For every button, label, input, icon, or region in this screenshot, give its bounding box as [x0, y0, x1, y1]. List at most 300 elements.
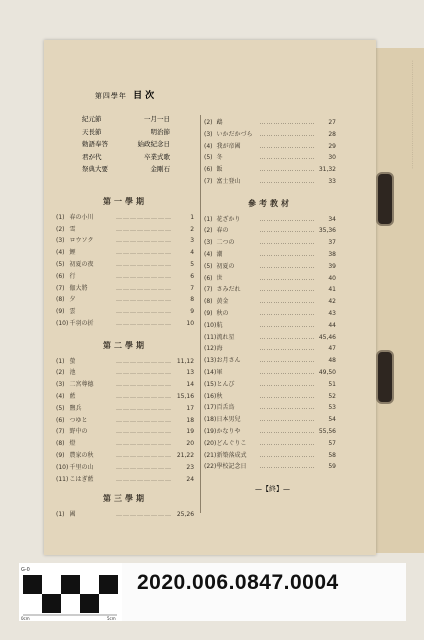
item-number: (6) — [204, 274, 213, 282]
item-number: (7) — [204, 286, 213, 294]
list-item — [56, 438, 194, 450]
item-title: 花ざかり — [216, 215, 241, 223]
item-page: 52 — [328, 392, 336, 400]
item-number: (1) — [204, 215, 213, 223]
list-item — [56, 259, 194, 271]
leader-dots: …………………… — [259, 298, 316, 306]
leader-dots: …………………… — [116, 249, 173, 257]
leader-dots: …………………… — [259, 439, 316, 447]
item-title: 二つの — [216, 239, 235, 247]
item-number: (2) — [204, 119, 213, 126]
item-page: 45,46 — [318, 333, 336, 341]
item-page: 35,36 — [318, 227, 336, 235]
list-item — [204, 426, 336, 438]
leader-dots: …………………… — [116, 284, 173, 292]
item-title: 春の — [216, 227, 229, 235]
item-number: (18) — [204, 416, 217, 424]
leader-dots: …………………… — [116, 369, 173, 377]
leader-dots: …………………… — [116, 463, 173, 471]
item-number: (1) — [56, 213, 65, 221]
list-item — [56, 403, 194, 415]
reference-title: 參考教材 — [248, 198, 292, 208]
term1-title: 第一學期 — [103, 197, 147, 206]
leader-dots: …………………… — [116, 308, 173, 316]
toc-grade-label: 第四學年 — [94, 92, 127, 100]
list-item — [204, 249, 336, 261]
item-title: とんび — [216, 380, 235, 388]
item-title: さみだれ — [216, 286, 241, 294]
item-title: いかだかづら — [216, 130, 253, 138]
item-number: (10) — [56, 463, 69, 471]
list-item — [56, 224, 194, 236]
item-number: (5) — [56, 404, 65, 412]
ceremony-box — [62, 88, 190, 180]
item-number: (19) — [204, 427, 217, 435]
item-page: 18 — [186, 416, 195, 424]
catalog-strip — [19, 563, 406, 621]
item-title: 伽大將 — [69, 284, 88, 292]
list-item — [56, 379, 194, 391]
list-item — [56, 462, 194, 474]
item-title: 秋 — [216, 392, 223, 400]
item-page: 44 — [328, 321, 336, 329]
leader-dots: …………………… — [116, 416, 173, 424]
list-item — [204, 332, 336, 344]
ruler-label-left: 0cm — [21, 616, 30, 621]
item-page: 42 — [328, 298, 336, 306]
list-item — [56, 306, 194, 318]
item-number: (6) — [56, 416, 65, 424]
item-page: 9 — [190, 308, 195, 316]
item-page: 21,22 — [176, 451, 195, 459]
leader-dots: …………………… — [116, 511, 173, 519]
list-item — [204, 450, 336, 462]
item-title: つゆと — [69, 416, 88, 424]
item-page: 2 — [190, 225, 195, 233]
item-title: 世 — [216, 274, 223, 282]
item-title: 富士登山 — [216, 177, 241, 185]
item-title: 鵡 — [216, 119, 223, 126]
ceremony-left: 勅語奉答 — [82, 140, 108, 148]
list-item — [204, 320, 336, 332]
list-item — [204, 296, 336, 308]
item-page: 15,16 — [176, 392, 195, 400]
term3-list — [56, 509, 194, 521]
item-number: (5) — [56, 260, 65, 268]
toc-title — [62, 88, 190, 101]
item-number: (9) — [56, 308, 65, 316]
item-number: (9) — [56, 451, 65, 459]
item-number: (3) — [56, 237, 65, 245]
item-title: 千里の山 — [69, 463, 94, 471]
item-number: (6) — [204, 166, 213, 174]
item-number: (1) — [56, 511, 65, 519]
item-page: 29 — [328, 142, 336, 150]
ceremony-list — [62, 113, 190, 176]
leader-dots: …………………… — [116, 225, 173, 233]
item-title: 學校記念日 — [216, 463, 247, 471]
item-title: かなりや — [216, 427, 241, 435]
item-page: 4 — [190, 249, 195, 257]
item-number: (8) — [56, 440, 65, 448]
list-item — [56, 426, 194, 438]
item-title: お月さん — [216, 357, 241, 365]
list-item — [56, 509, 194, 521]
scale-square — [23, 575, 42, 594]
item-number: (10) — [204, 321, 217, 329]
item-page: 59 — [328, 463, 336, 471]
leader-dots: …………………… — [116, 428, 173, 436]
leader-dots: …………………… — [259, 463, 316, 471]
item-page: 1 — [190, 213, 195, 221]
list-item — [56, 450, 194, 462]
item-page: 34 — [328, 215, 336, 223]
list-item — [56, 235, 194, 247]
item-number: (5) — [204, 262, 213, 270]
item-page: 38 — [328, 250, 336, 258]
leader-dots: …………………… — [116, 319, 173, 327]
item-number: (7) — [56, 284, 65, 292]
binding-hole-bottom — [376, 350, 394, 404]
item-number: (4) — [56, 249, 65, 257]
list-item — [56, 212, 194, 224]
item-page: 14 — [186, 381, 195, 389]
ceremony-right: 始政紀念日 — [137, 140, 170, 148]
ceremony-row — [62, 163, 190, 176]
item-title: 初夏の — [216, 262, 235, 270]
item-page: 27 — [328, 119, 336, 126]
leader-dots: …………………… — [259, 451, 316, 459]
item-page: 53 — [328, 404, 336, 412]
item-title: 我が帝國 — [216, 142, 241, 150]
item-page: 13 — [186, 369, 195, 377]
ceremony-row — [62, 151, 190, 164]
leader-dots: …………………… — [259, 166, 316, 174]
leader-dots: …………………… — [116, 272, 173, 280]
term2-title: 第二學期 — [103, 340, 147, 350]
item-number: (15) — [204, 380, 217, 388]
list-item — [56, 247, 194, 259]
item-number: (4) — [204, 142, 213, 150]
leader-dots: …………………… — [116, 451, 173, 459]
item-page: 10 — [186, 319, 195, 327]
list-item — [56, 271, 194, 283]
item-page: 30 — [328, 154, 336, 162]
item-number: (8) — [56, 296, 65, 304]
list-item — [204, 152, 336, 164]
item-number: (14) — [204, 368, 217, 376]
leader-dots: …………………… — [259, 357, 316, 365]
leader-dots: …………………… — [259, 274, 316, 282]
item-page: 55,56 — [318, 427, 336, 435]
item-number: (5) — [204, 154, 213, 162]
item-number: (1) — [56, 357, 65, 365]
item-page: 23 — [186, 463, 195, 471]
item-page: 40 — [328, 274, 336, 282]
item-title: 秋の — [216, 309, 229, 317]
scale-square — [99, 594, 118, 613]
list-item — [204, 176, 336, 188]
item-title: こはぎ藍 — [69, 475, 94, 483]
list-item — [204, 214, 336, 226]
list-item — [56, 474, 194, 486]
item-page: 20 — [186, 440, 195, 448]
item-page: 58 — [328, 451, 336, 459]
item-number: (22) — [204, 463, 217, 471]
item-page: 54 — [328, 416, 336, 424]
item-number: (4) — [204, 250, 213, 258]
toc-title-text: 目次 — [133, 91, 158, 101]
leader-dots: …………………… — [116, 404, 173, 412]
item-title: 行 — [69, 272, 76, 280]
leader-dots: …………………… — [116, 475, 173, 483]
item-page: 37 — [328, 239, 336, 247]
ceremony-left: 天長節 — [82, 127, 102, 136]
color-scale-ruler — [19, 563, 122, 621]
leader-dots: …………………… — [116, 357, 173, 365]
list-item — [56, 356, 194, 368]
leader-dots: …………………… — [259, 262, 316, 270]
item-number: (16) — [204, 392, 217, 400]
item-title: 雲 — [69, 308, 76, 316]
item-number: (12) — [204, 345, 217, 353]
item-page: 47 — [328, 345, 336, 353]
item-number: (2) — [56, 225, 65, 233]
bleed-through-handwriting: ................................................. — [410, 60, 418, 170]
list-item — [56, 318, 194, 330]
leader-dots: …………………… — [259, 286, 316, 294]
ceremony-row — [62, 138, 190, 151]
ceremony-left: 紀元節 — [82, 115, 102, 123]
item-number: (2) — [56, 369, 65, 377]
item-page: 19 — [186, 428, 195, 436]
item-page: 48 — [328, 357, 336, 365]
leader-dots: …………………… — [259, 321, 316, 329]
item-page: 41 — [328, 286, 336, 294]
item-number: (3) — [204, 239, 213, 247]
item-number: (9) — [204, 309, 213, 317]
item-page: 3 — [190, 237, 195, 245]
item-number: (17) — [204, 404, 217, 412]
ruler-label-right: 5cm — [107, 616, 116, 621]
list-item — [204, 129, 336, 141]
leader-dots: …………………… — [259, 130, 316, 138]
leader-dots: …………………… — [259, 345, 316, 353]
list-item — [204, 391, 336, 403]
leader-dots: …………………… — [259, 416, 316, 424]
item-title: 海 — [216, 345, 223, 353]
binding-hole-top — [376, 172, 394, 226]
item-page: 49,50 — [318, 368, 336, 376]
item-number: (4) — [56, 392, 65, 400]
item-number: (3) — [204, 130, 213, 138]
item-title: 野中の — [69, 428, 88, 436]
ceremony-left: 祭典大要 — [82, 165, 108, 173]
term1-list — [56, 212, 194, 330]
ceremony-right: 金剛石 — [150, 165, 170, 173]
leader-dots: …………………… — [116, 440, 173, 448]
item-page: 8 — [190, 296, 195, 304]
item-page: 11,12 — [176, 357, 195, 365]
scale-square — [99, 575, 118, 594]
item-number: (11) — [204, 333, 217, 341]
leader-dots: …………………… — [116, 392, 173, 400]
item-title: 燈 — [69, 440, 76, 448]
list-item — [56, 283, 194, 295]
ruler-label-top: G-0 — [21, 567, 30, 573]
list-item — [204, 117, 336, 129]
item-title: 夕 — [69, 296, 76, 304]
item-title: 鹽兵 — [69, 404, 82, 412]
item-title: 國 — [69, 511, 76, 519]
list-item — [56, 415, 194, 427]
item-title: ロウソク — [69, 237, 94, 245]
item-title: 初夏の夜 — [69, 260, 94, 268]
leader-dots: …………………… — [259, 154, 316, 162]
item-title: 流れ星 — [216, 333, 235, 341]
list-item — [56, 391, 194, 403]
leader-dots: …………………… — [116, 296, 173, 304]
list-item — [204, 284, 336, 296]
list-item — [204, 308, 336, 320]
ceremony-row — [62, 126, 190, 139]
item-page: 31,32 — [318, 166, 336, 174]
term2-list — [56, 356, 194, 486]
item-title: 飯 — [216, 166, 223, 174]
item-title: 潮 — [216, 250, 223, 258]
item-page: 33 — [328, 177, 336, 185]
leader-dots: …………………… — [259, 380, 316, 388]
item-number: (3) — [56, 381, 65, 389]
list-item — [204, 141, 336, 153]
list-item — [56, 294, 194, 306]
list-item — [204, 461, 336, 473]
item-title: 春の小川 — [69, 213, 94, 221]
scale-square — [61, 575, 80, 594]
list-item — [204, 402, 336, 414]
item-title: 農家の秋 — [69, 451, 94, 459]
list-item — [204, 438, 336, 450]
catalog-number: 2020.006.0847.0004 — [137, 571, 339, 594]
leader-dots: …………………… — [259, 215, 316, 223]
leader-dots: …………………… — [259, 427, 316, 435]
item-number: (2) — [204, 227, 213, 235]
list-item — [204, 225, 336, 237]
ceremony-right: 一月一日 — [144, 115, 170, 123]
scale-square — [23, 594, 42, 613]
item-title: 冬 — [216, 154, 223, 162]
item-number: (7) — [56, 428, 65, 436]
item-title: 百舌鳥 — [216, 404, 235, 412]
leader-dots: …………………… — [259, 142, 316, 150]
list-item — [204, 343, 336, 355]
item-number: (7) — [204, 177, 213, 185]
scale-square — [61, 594, 80, 613]
leader-dots: …………………… — [116, 237, 173, 245]
scale-square — [42, 575, 61, 594]
leader-dots: …………………… — [259, 309, 316, 317]
item-title: 池 — [69, 369, 76, 377]
ceremony-right: 明治節 — [150, 127, 170, 136]
item-page: 43 — [328, 309, 336, 317]
item-page: 6 — [190, 272, 195, 280]
item-number: (21) — [204, 451, 217, 459]
item-number: (8) — [204, 298, 213, 306]
item-title: 藍 — [69, 392, 76, 400]
right-column — [204, 117, 336, 473]
item-page: 39 — [328, 262, 336, 270]
leader-dots: …………………… — [259, 177, 316, 185]
leader-dots: …………………… — [259, 333, 316, 341]
term3-title: 第三學期 — [103, 494, 147, 504]
leader-dots: …………………… — [259, 392, 316, 400]
column-divider — [200, 115, 201, 513]
item-number: (11) — [56, 475, 69, 483]
list-item — [204, 237, 336, 249]
leader-dots: …………………… — [259, 368, 316, 376]
list-item — [204, 367, 336, 379]
item-title: 黄金 — [216, 298, 229, 306]
item-page: 7 — [190, 284, 195, 292]
list-item — [204, 164, 336, 176]
item-page: 57 — [328, 439, 336, 447]
item-title: どんぐりこ — [216, 439, 247, 447]
item-title: 千羽の折 — [69, 319, 94, 327]
leader-dots: …………………… — [259, 119, 316, 126]
list-item — [204, 273, 336, 285]
item-number: (6) — [56, 272, 65, 280]
list-item — [204, 414, 336, 426]
item-page: 5 — [190, 260, 195, 268]
leader-dots: …………………… — [259, 404, 316, 412]
item-number: (20) — [204, 439, 217, 447]
list-item — [56, 367, 194, 379]
list-item — [204, 261, 336, 273]
item-title: 雪 — [69, 225, 76, 233]
end-mark: —【終】— — [255, 485, 290, 493]
leader-dots: …………………… — [116, 213, 173, 221]
item-title: 鯉 — [69, 249, 76, 257]
item-title: 軍 — [216, 368, 223, 376]
scale-square — [80, 594, 99, 613]
item-page: 51 — [328, 380, 336, 388]
item-page: 17 — [186, 404, 195, 412]
item-title: 航 — [216, 321, 223, 329]
left-column — [56, 190, 194, 521]
scale-square — [80, 575, 99, 594]
scale-square — [42, 594, 61, 613]
item-title: 螢 — [69, 357, 76, 365]
leader-dots: …………………… — [259, 250, 316, 258]
ceremony-left: 君が代 — [82, 152, 102, 161]
item-title: 新築落成式 — [216, 451, 247, 459]
item-page: 25,26 — [176, 511, 195, 519]
item-page: 24 — [186, 475, 195, 483]
item-number: (10) — [56, 319, 69, 327]
item-page: 28 — [328, 130, 336, 138]
ceremony-right: 卒業式歌 — [144, 152, 170, 161]
leader-dots: …………………… — [259, 227, 316, 235]
leader-dots: …………………… — [116, 260, 173, 268]
list-item — [204, 355, 336, 367]
reference-list — [204, 214, 336, 474]
list-item — [204, 379, 336, 391]
item-number: (13) — [204, 357, 217, 365]
item-title: 二宮尊德 — [69, 381, 94, 389]
leader-dots: …………………… — [116, 381, 173, 389]
second-term-continued-list — [204, 117, 336, 188]
item-title: 日本男兒 — [216, 416, 241, 424]
